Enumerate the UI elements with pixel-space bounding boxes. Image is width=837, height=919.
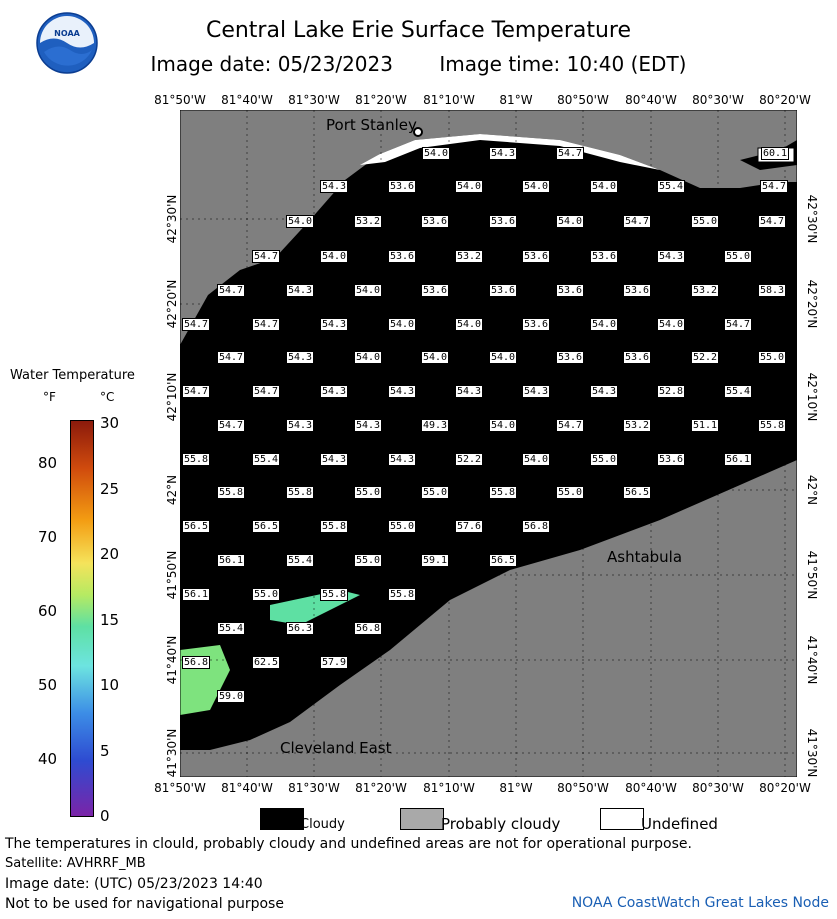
- lat-label-right-5: 41°40'N: [805, 635, 819, 685]
- temperature-label: 52.2: [457, 454, 482, 465]
- temperature-label: 56.5: [625, 487, 650, 498]
- key-probably-cloudy-label: Probably cloudy: [441, 815, 561, 833]
- lon-label-top-9: 80°20'W: [759, 93, 811, 107]
- temperature-label: 56.5: [184, 521, 209, 532]
- temperature-label: 54.7: [219, 420, 244, 431]
- lat-label-left-3: 42°N: [165, 474, 179, 506]
- legend-tick-f: 40: [38, 750, 58, 768]
- temperature-label: 54.0: [592, 319, 617, 330]
- temperature-label: 54.7: [219, 352, 244, 363]
- temperature-label: 54.3: [659, 251, 684, 262]
- temperature-label: 53.6: [390, 251, 415, 262]
- temperature-label: 53.2: [356, 216, 381, 227]
- temperature-label: 55.8: [219, 487, 244, 498]
- temperature-label: 54.0: [356, 352, 381, 363]
- temperature-label: 54.3: [524, 386, 549, 397]
- temperature-label: 54.7: [254, 251, 279, 262]
- temperature-label: 54.7: [184, 386, 209, 397]
- temperature-label: 56.5: [491, 555, 516, 566]
- temperature-label: 54.0: [524, 181, 549, 192]
- key-probably-cloudy-swatch: [400, 808, 444, 830]
- temperature-label: 55.8: [322, 589, 347, 600]
- temperature-label: 53.6: [491, 285, 516, 296]
- footer-navigation: Not to be used for navigational purpose: [5, 896, 284, 912]
- lat-label-right-1: 42°20'N: [805, 279, 819, 329]
- temperature-label: 56.3: [288, 623, 313, 634]
- lon-label-bottom-5: 81°W: [499, 781, 533, 795]
- legend-tick-c: 15: [100, 610, 120, 629]
- temperature-label: 56.8: [184, 657, 209, 668]
- lon-label-bottom-9: 80°20'W: [759, 781, 811, 795]
- lat-label-right-0: 42°30'N: [805, 194, 819, 244]
- temperature-label: 55.0: [693, 216, 718, 227]
- temperature-label: 57.9: [322, 657, 347, 668]
- lon-label-top-2: 81°30'W: [288, 93, 340, 107]
- temperature-label: 54.7: [726, 319, 751, 330]
- lon-label-top-0: 81°50'W: [154, 93, 206, 107]
- temperature-label: 60.1: [763, 148, 788, 159]
- lon-label-bottom-0: 81°50'W: [154, 781, 206, 795]
- temperature-label: 54.7: [254, 386, 279, 397]
- temperature-label: 55.8: [491, 487, 516, 498]
- temperature-label: 54.7: [625, 216, 650, 227]
- legend-tick-f: 70: [38, 528, 58, 546]
- legend-tick-c: 0: [100, 807, 110, 825]
- lake-map: [180, 110, 797, 777]
- temperature-label: 54.7: [558, 420, 583, 431]
- temperature-label: 55.0: [760, 352, 785, 363]
- lon-label-top-7: 80°40'W: [625, 93, 677, 107]
- temperature-label: 54.3: [288, 285, 313, 296]
- temperature-label: 55.0: [726, 251, 751, 262]
- lon-label-bottom-1: 81°40'W: [221, 781, 273, 795]
- temperature-label: 52.2: [693, 352, 718, 363]
- temperature-label: 54.3: [322, 386, 347, 397]
- temperature-label: 56.1: [726, 454, 751, 465]
- temperature-label: 54.7: [762, 181, 787, 192]
- lon-label-top-1: 81°40'W: [221, 93, 273, 107]
- temperature-label: 53.6: [524, 319, 549, 330]
- temperature-label: 54.0: [592, 181, 617, 192]
- color-scale-bar: [70, 420, 94, 817]
- temperature-label: 54.0: [288, 216, 313, 227]
- image-date: Image date: 05/23/2023: [150, 52, 393, 76]
- logo-text: NOAA: [54, 29, 80, 38]
- temperature-label: 54.3: [491, 148, 516, 159]
- lon-label-top-8: 80°30'W: [692, 93, 744, 107]
- temperature-label: 56.8: [524, 521, 549, 532]
- temperature-label: 54.0: [558, 216, 583, 227]
- lat-label-right-2: 42°10'N: [805, 372, 819, 422]
- temperature-label: 55.4: [219, 623, 244, 634]
- temperature-label: 56.5: [254, 521, 279, 532]
- temperature-label: 53.6: [423, 285, 448, 296]
- temperature-label: 56.1: [219, 555, 244, 566]
- temperature-label: 56.8: [356, 623, 381, 634]
- temperature-label: 55.8: [760, 420, 785, 431]
- temperature-label: 54.7: [219, 285, 244, 296]
- temperature-label: 54.0: [424, 148, 449, 159]
- temperature-label: 53.2: [457, 251, 482, 262]
- temperature-label: 57.6: [457, 521, 482, 532]
- lon-label-bottom-2: 81°30'W: [288, 781, 340, 795]
- place-port-stanley: Port Stanley: [326, 116, 417, 134]
- temperature-label: 53.6: [659, 454, 684, 465]
- temperature-label: 55.0: [254, 589, 279, 600]
- temperature-label: 55.4: [659, 181, 684, 192]
- lat-label-left-4: 41°50'N: [165, 550, 179, 600]
- temperature-label: 54.7: [760, 216, 785, 227]
- key-cloudy-label: Cloudy: [300, 817, 345, 832]
- subtitle: [0, 52, 837, 76]
- temperature-label: 53.6: [592, 251, 617, 262]
- temperature-label: 54.0: [423, 352, 448, 363]
- temperature-label: 51.1: [693, 420, 718, 431]
- lat-label-right-4: 41°50'N: [805, 550, 819, 600]
- legend-tick-c: 25: [100, 479, 120, 498]
- temperature-label: 54.0: [457, 319, 482, 330]
- legend-tick-f: 60: [38, 602, 58, 620]
- temperature-label: 52.8: [659, 386, 684, 397]
- temperature-label: 54.0: [491, 352, 516, 363]
- temperature-label: 53.6: [524, 251, 549, 262]
- temperature-label: 54.0: [322, 251, 347, 262]
- place-cleveland-east: Cleveland East: [280, 739, 392, 757]
- temperature-label: 62.5: [254, 657, 279, 668]
- lon-label-bottom-3: 81°20'W: [355, 781, 407, 795]
- temperature-label: 54.3: [322, 454, 347, 465]
- lon-label-bottom-7: 80°40'W: [625, 781, 677, 795]
- temperature-label: 54.0: [356, 285, 381, 296]
- temperature-label: 53.2: [693, 285, 718, 296]
- temperature-label: 55.0: [356, 487, 381, 498]
- temperature-label: 55.0: [356, 555, 381, 566]
- lat-label-left-2: 42°10'N: [165, 372, 179, 422]
- temperature-label: 55.4: [288, 555, 313, 566]
- temperature-label: 54.0: [491, 420, 516, 431]
- temperature-label: 55.0: [423, 487, 448, 498]
- lon-label-bottom-8: 80°30'W: [692, 781, 744, 795]
- temperature-label: 54.3: [322, 181, 347, 192]
- legend-tick-c: 20: [100, 545, 120, 563]
- legend-tick-c: 10: [100, 676, 120, 694]
- temperature-label: 55.8: [184, 454, 209, 465]
- temperature-label: 53.6: [423, 216, 448, 227]
- temperature-label: 54.7: [184, 319, 209, 330]
- temperature-label: 54.3: [356, 420, 381, 431]
- image-time: Image time: 10:40 (EDT): [439, 52, 687, 76]
- legend-title: Water Temperature: [10, 368, 135, 383]
- lon-label-top-4: 81°10'W: [423, 93, 475, 107]
- temperature-label: 53.6: [390, 181, 415, 192]
- map-graphic: [180, 110, 797, 777]
- temperature-label: 53.6: [491, 216, 516, 227]
- temperature-label: 55.0: [390, 521, 415, 532]
- temperature-label: 55.8: [322, 521, 347, 532]
- temperature-label: 55.0: [592, 454, 617, 465]
- temperature-label: 58.3: [760, 285, 785, 296]
- lon-label-top-3: 81°20'W: [355, 93, 407, 107]
- lon-label-top-5: 81°W: [499, 93, 533, 107]
- lat-label-left-6: 41°30'N: [165, 728, 179, 778]
- temperature-label: 53.6: [558, 285, 583, 296]
- temperature-label: 54.3: [390, 454, 415, 465]
- temperature-label: 56.1: [184, 589, 209, 600]
- lat-label-right-3: 42°N: [805, 474, 819, 506]
- legend-unit-f: °F: [43, 390, 56, 404]
- temperature-label: 54.3: [322, 319, 347, 330]
- temperature-label: 53.6: [625, 285, 650, 296]
- footer-disclaimer: The temperatures in clould, probably cloudy and undefined areas are not for operational purpose.: [5, 836, 692, 852]
- lat-label-left-1: 42°20'N: [165, 279, 179, 329]
- temperature-label: 59.1: [423, 555, 448, 566]
- temperature-label: 54.7: [254, 319, 279, 330]
- temperature-label: 54.3: [288, 420, 313, 431]
- place-ashtabula: Ashtabula: [607, 548, 683, 566]
- lon-label-top-6: 80°50'W: [557, 93, 609, 107]
- legend-tick-c: 5: [100, 741, 110, 760]
- temperature-label: 55.8: [390, 589, 415, 600]
- footer-utc-date: Image date: (UTC) 05/23/2023 14:40: [5, 876, 263, 892]
- temperature-label: 55.0: [558, 487, 583, 498]
- temperature-label: 54.0: [390, 319, 415, 330]
- temperature-label: 49.3: [423, 420, 448, 431]
- legend-unit-c: °C: [100, 390, 115, 404]
- temperature-label: 55.4: [726, 386, 751, 397]
- temperature-label: 53.2: [625, 420, 650, 431]
- footer-satellite: Satellite: AVHRRF_MB: [5, 856, 146, 871]
- temperature-label: 54.3: [592, 386, 617, 397]
- temperature-label: 54.3: [288, 352, 313, 363]
- temperature-label: 54.0: [457, 181, 482, 192]
- lon-label-bottom-4: 81°10'W: [423, 781, 475, 795]
- legend-tick-f: 80: [38, 454, 58, 472]
- footer-credit: NOAA CoastWatch Great Lakes Node: [571, 895, 829, 911]
- temperature-label: 54.0: [524, 454, 549, 465]
- key-cloudy-swatch: [260, 808, 304, 830]
- lat-label-left-5: 41°40'N: [165, 635, 179, 685]
- page-title: Central Lake Erie Surface Temperature: [205, 18, 632, 43]
- temperature-label: 53.6: [625, 352, 650, 363]
- temperature-label: 59.0: [219, 691, 244, 702]
- key-undefined-swatch: [600, 808, 644, 830]
- temperature-label: 54.3: [390, 386, 415, 397]
- temperature-label: 55.4: [254, 454, 279, 465]
- key-undefined-label: Undefined: [641, 815, 718, 833]
- temperature-label: 55.8: [288, 487, 313, 498]
- temperature-label: 54.3: [457, 386, 482, 397]
- lat-label-right-6: 41°30'N: [805, 728, 819, 778]
- legend-tick-c: 30: [100, 414, 120, 432]
- temperature-label: 54.0: [659, 319, 684, 330]
- legend-tick-f: 50: [38, 676, 58, 694]
- lon-label-bottom-6: 80°50'W: [557, 781, 609, 795]
- lat-label-left-0: 42°30'N: [165, 194, 179, 244]
- temperature-label: 53.6: [558, 352, 583, 363]
- temperature-label: 54.7: [558, 148, 583, 159]
